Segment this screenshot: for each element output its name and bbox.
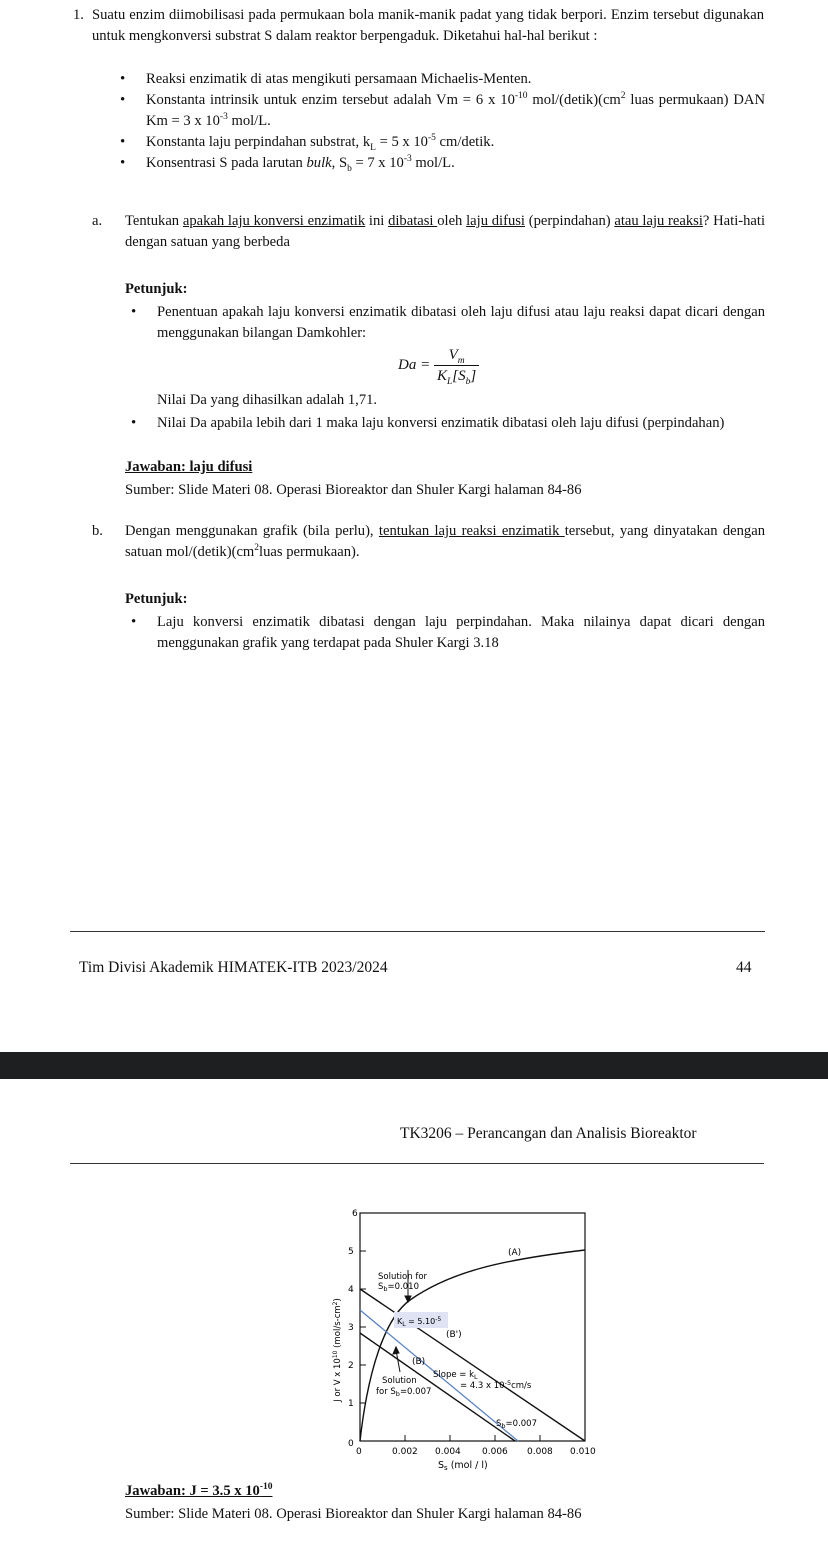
part-a-source: Sumber: Slide Materi 08. Operasi Bioreaktor dan Shuler Kargi halaman 84-86: [125, 482, 582, 498]
xlabel-sub: s: [444, 1464, 448, 1472]
sb007-rest: =0.007: [505, 1419, 538, 1429]
label-B: (B): [412, 1357, 426, 1367]
y-tick-label: 2: [348, 1361, 354, 1371]
part-a-hint-list-1: [157, 302, 765, 344]
given-mass-transfer: [146, 132, 765, 153]
page-break-band: [0, 1052, 828, 1079]
y-tick-marks: [360, 1251, 366, 1403]
part-b-hint-1: • Laju konversi enzimatik dibatasi dengan laju perpindahan. Maka nilainya dapat dicari dengan menggunakan grafik yang terdapat pada Shuler Kargi 3.18: [157, 612, 765, 654]
part-a-hint-1: • Penentuan apakah laju konversi enzimatik dibatasi oleh laju difusi atau laju reaksi dapat dicari dengan menggunakan bilangan Damkohler:: [157, 302, 765, 344]
part-b-answer: [125, 1481, 272, 1502]
given-2-exp2: 2: [620, 91, 626, 102]
formula-lhs: Da =: [398, 357, 431, 373]
given-3-exp: -5: [427, 133, 436, 144]
givens-list: [146, 69, 765, 174]
x-tick-label: 0.004: [435, 1447, 461, 1457]
formula-den-c: ]: [470, 368, 477, 384]
part-a-text-4: (perpindahan): [525, 213, 615, 229]
part-a-question: [125, 211, 765, 253]
shuler-kargi-figure: [300, 1200, 630, 1480]
solution-sb-0007-line2: [376, 1387, 431, 1398]
answer-exp: -10: [259, 1482, 273, 1493]
given-2-d: mol/L.: [227, 113, 271, 129]
label-B-prime: (B'): [446, 1330, 462, 1340]
part-b-source: Sumber: Slide Materi 08. Operasi Bioreaktor dan Shuler Kargi halaman 84-86: [125, 1506, 582, 1522]
kl-sub: L: [402, 1321, 406, 1328]
footer-page-number: 44: [736, 959, 752, 976]
given-2-c: luas permukaan) DAN Km = 3 x 10: [146, 92, 765, 129]
part-a-answer: Jawaban: laju difusi: [125, 459, 253, 475]
y-tick-label: 5: [348, 1247, 354, 1257]
given-4-sub: b: [347, 163, 352, 174]
formula-den-b: [S: [452, 368, 466, 384]
solution-sb-0007-line1: Solution: [382, 1376, 417, 1386]
ylabel-main: J or V x 10: [333, 1358, 343, 1402]
slope-value: = 4.3 x 10: [460, 1381, 505, 1391]
ylabel-close: ): [333, 1298, 343, 1302]
sb007-S: S: [496, 1419, 502, 1429]
formula-num: V: [448, 347, 458, 363]
ylabel-exp: 10: [332, 1350, 339, 1359]
xlabel-main: S: [438, 1460, 445, 1471]
part-a-underline-3: laju difusi: [466, 213, 525, 229]
part-b-hint-list: [157, 612, 765, 654]
given-2-a: Konstanta intrinsik untuk enzim tersebut adalah Vm = 6 x 10: [146, 92, 515, 108]
given-3-a: Konstanta laju perpindahan substrat, k: [146, 134, 371, 150]
y-tick-label: 4: [348, 1285, 354, 1295]
part-b-label: b.: [92, 523, 103, 539]
part-b-question: [125, 521, 765, 563]
question-number: 1.: [73, 7, 84, 23]
da-value-text: Nilai Da yang dihasilkan adalah 1,71.: [157, 392, 378, 408]
part-b-hint-title: Petunjuk:: [125, 591, 188, 607]
x-tick-label: 0.006: [482, 1447, 508, 1457]
slope-exp: -5: [504, 1379, 512, 1387]
formula-fraction: [434, 346, 479, 385]
part-a-hint-title: Petunjuk:: [125, 281, 188, 297]
formula-numerator: [434, 346, 479, 366]
damkohler-formula: [398, 346, 479, 385]
x-tick-label: 0.008: [527, 1447, 553, 1457]
given-4-exp: -3: [403, 154, 412, 165]
sol010-sub: b: [383, 1285, 388, 1293]
y-axis-label: [332, 1298, 343, 1403]
sb007-sub: b: [501, 1422, 506, 1430]
x-tick-marks: [405, 1435, 540, 1441]
part-b-text-1: Dengan menggunakan grafik (bila perlu),: [125, 523, 379, 539]
part-b-exp: 2: [254, 543, 260, 554]
slope-line1: [433, 1370, 478, 1381]
part-a-underline-2: dibatasi: [388, 213, 438, 229]
sol007-rest: =0.007: [399, 1387, 432, 1397]
formula-den-b-sub: b: [465, 377, 471, 387]
given-3-c: cm/detik.: [435, 134, 495, 150]
given-3-sub: L: [370, 142, 376, 153]
given-michaelis-menten: [146, 69, 765, 90]
given-2-exp3: -3: [219, 112, 228, 123]
given-4-d: mol/L.: [411, 155, 455, 171]
label-A: (A): [508, 1248, 522, 1258]
sol007-sub: b: [395, 1390, 400, 1398]
part-a-hint-list-2: [157, 413, 765, 434]
given-1-text: Reaksi enzimatik di atas mengikuti persamaan Michaelis-Menten.: [146, 71, 532, 87]
given-4-b: , S: [331, 155, 348, 171]
part-b-text-3: luas permukaan).: [259, 544, 360, 560]
part-a-underline-1: apakah laju konversi enzimatik: [182, 213, 366, 229]
x-tick-label: 0.002: [392, 1447, 418, 1457]
solution-sb-0010-line1: Solution for: [378, 1272, 428, 1282]
slope-text: Slope = k: [433, 1370, 475, 1380]
sol007-for-S: for S: [376, 1387, 396, 1397]
given-3-b: = 5 x 10: [375, 134, 428, 150]
part-a-text-1: Tentukan: [125, 213, 183, 229]
formula-denominator: [434, 366, 479, 385]
line-transfer-sb-0010: [360, 1289, 585, 1441]
y-tick-label: 1: [348, 1399, 354, 1409]
kl-rest: = 5.10: [405, 1317, 436, 1326]
x-tick-label: 0: [356, 1447, 362, 1457]
sb-0007-label: [496, 1419, 537, 1430]
slope-sub: L: [474, 1373, 478, 1381]
given-bulk-concentration: [146, 153, 765, 174]
slope-line2: [460, 1379, 532, 1391]
answer-prefix: Jawaban: J = 3.5 x 10: [125, 1483, 260, 1499]
given-2-b: mol/(detik)(cm: [527, 92, 621, 108]
part-a-text-5: ? Hati-hati dengan satuan yang berbeda: [125, 213, 766, 250]
part-a-hint-2: • Nilai Da apabila lebih dari 1 maka laju konversi enzimatik dibatasi oleh laju difusi (perpindahan): [157, 413, 765, 434]
part-a-underline-4: atau laju reaksi: [614, 213, 703, 229]
sol010-S: S: [378, 1282, 384, 1292]
formula-den: K: [436, 368, 447, 384]
question-intro: Suatu enzim diimobilisasi pada permukaan bola manik-manik padat yang tidak berpori. Enzim tersebut digunakan untuk mengkonversi substrat S dalam reaktor berpengaduk. Diketahui hal-hal berikut :: [92, 7, 764, 44]
footer-left: Tim Divisi Akademik HIMATEK-ITB 2023/2024: [79, 959, 388, 976]
page-2-header: TK3206 – Perancangan dan Analisis Bioreaktor: [400, 1125, 697, 1142]
ylabel-units: (mol/s-cm: [333, 1305, 343, 1351]
formula-den-sub: L: [446, 377, 453, 387]
given-intrinsic-constants: [146, 90, 765, 132]
y-tick-label: 0: [348, 1439, 354, 1449]
x-axis-label: [438, 1460, 488, 1472]
part-a-text-2: ini: [365, 213, 389, 229]
part-b-underline-1: tentukan laju reaksi enzimatik: [378, 523, 565, 539]
sol010-rest: =0.010: [387, 1282, 420, 1292]
slope-units: cm/s: [511, 1381, 532, 1391]
given-2-exp1: -10: [514, 91, 528, 102]
given-4-c: = 7 x 10: [351, 155, 404, 171]
given-4-italic: bulk: [306, 155, 332, 171]
kl-exp: -5: [435, 1316, 442, 1323]
xlabel-rest: (mol / l): [447, 1460, 488, 1471]
header-divider: [70, 1163, 764, 1164]
y-tick-label: 3: [348, 1323, 354, 1333]
plot-frame: [360, 1213, 585, 1441]
part-a-label: a.: [92, 213, 103, 229]
x-tick-label: 0.010: [570, 1447, 596, 1457]
part-a-text-3: oleh: [437, 213, 467, 229]
formula-num-sub: m: [457, 356, 465, 366]
ylabel-units-exp: 2: [332, 1301, 339, 1306]
kl-K: K: [397, 1317, 403, 1326]
footer-divider: [70, 931, 765, 932]
part-b-text-2: tersebut, yang dinyatakan dengan satuan mol/(detik)(cm: [125, 523, 766, 560]
given-4-a: Konsentrasi S pada larutan: [146, 155, 307, 171]
solution-sb-0010-line2: [378, 1282, 419, 1293]
y-tick-label: 6: [352, 1209, 358, 1219]
